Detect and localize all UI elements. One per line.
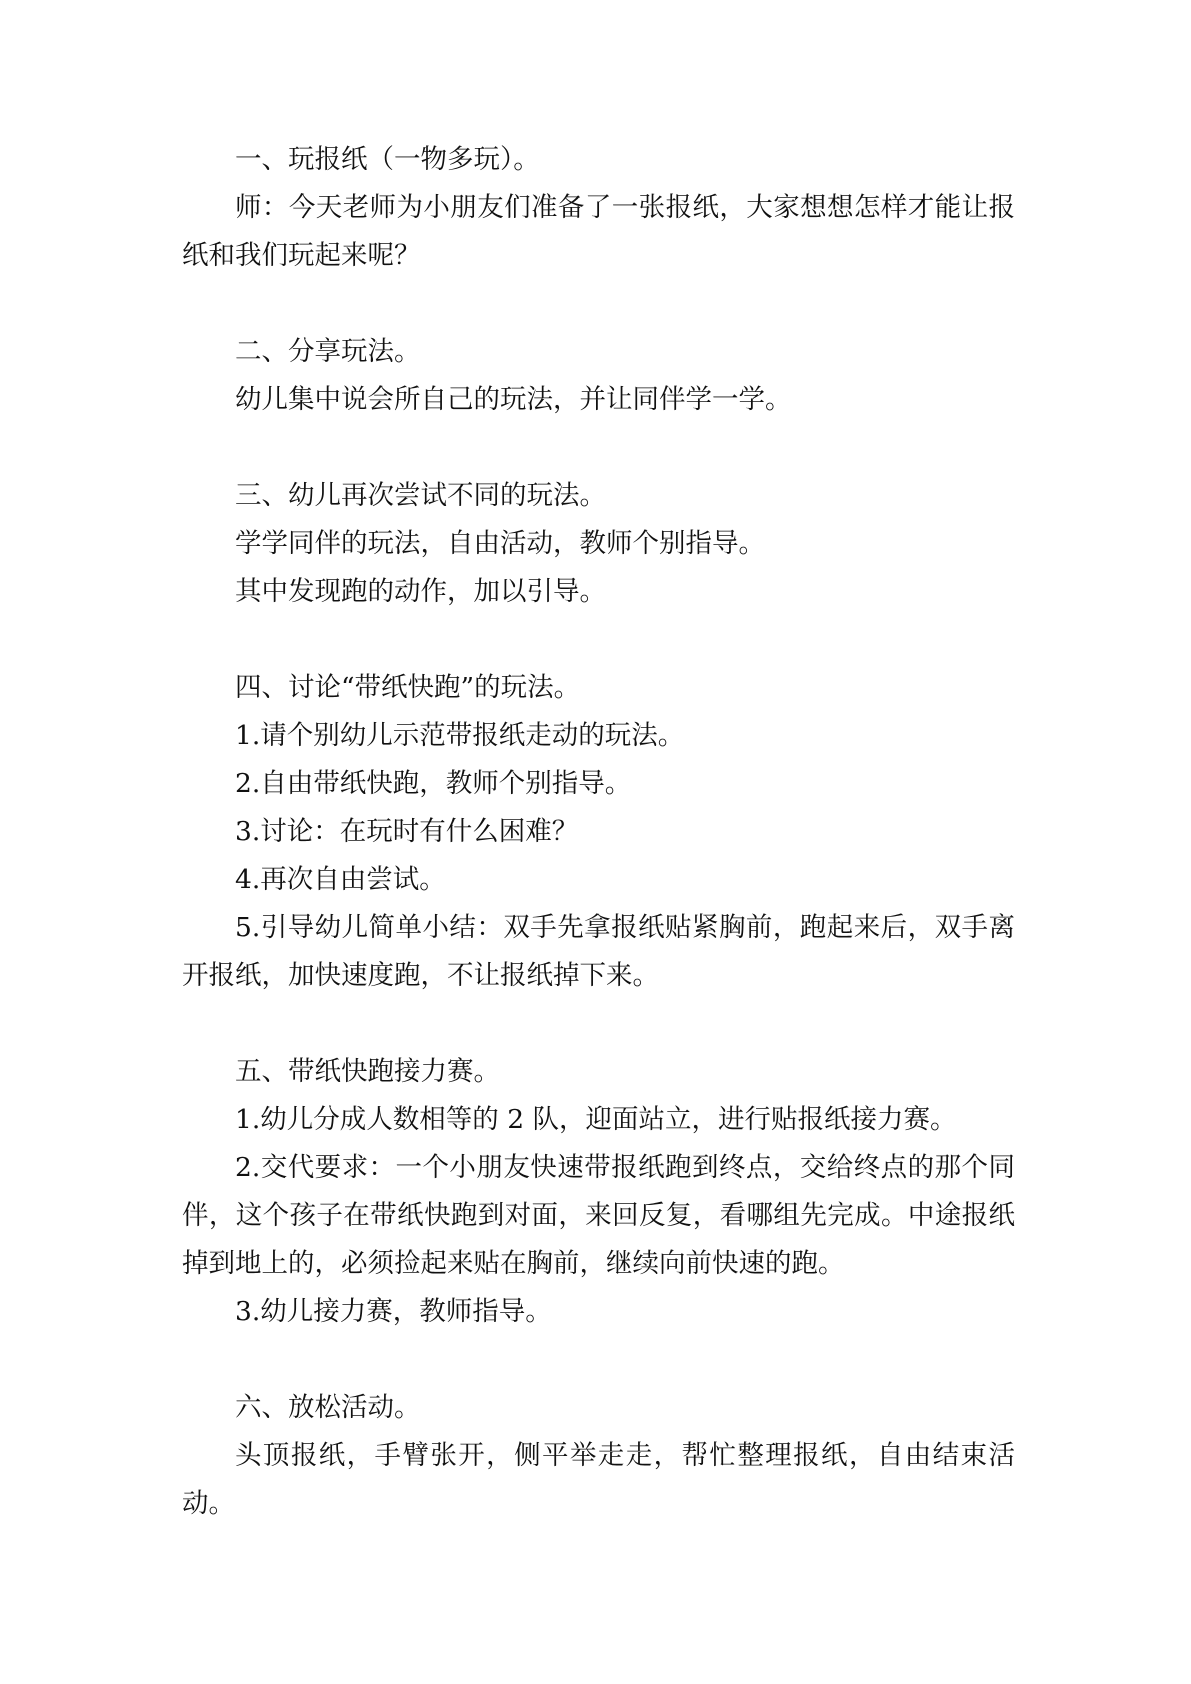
section-3 (182, 472, 1015, 616)
section-5 (182, 1048, 1015, 1336)
section-4 (182, 664, 1015, 1000)
paragraph: 学学同伴的玩法，自由活动，教师个别指导。 (235, 528, 765, 559)
section-heading: 四、讨论“带纸快跑”的玩法。 (235, 672, 581, 703)
list-item: 1.幼儿分成人数相等的 2 队，迎面站立，进行贴报纸接力赛。 (235, 1104, 957, 1135)
paragraph: 师：今天老师为小朋友们准备了一张报纸，大家想想怎样才能让报纸和我们玩起来呢？ (182, 192, 1015, 271)
section-heading: 三、幼儿再次尝试不同的玩法。 (235, 480, 606, 511)
paragraph: 头顶报纸，手臂张开，侧平举走走，帮忙整理报纸，自由结束活动。 (182, 1440, 1015, 1519)
paragraph: 幼儿集中说会所自己的玩法，并让同伴学一学。 (235, 384, 792, 415)
document-body (182, 136, 1015, 1528)
section-heading: 一、玩报纸（一物多玩）。 (235, 144, 540, 175)
list-item: 3.幼儿接力赛，教师指导。 (235, 1296, 552, 1327)
list-item: 5.引导幼儿简单小结：双手先拿报纸贴紧胸前，跑起来后，双手离开报纸，加快速度跑，不让报纸掉下来。 (182, 912, 1015, 991)
section-heading: 二、分享玩法。 (235, 336, 421, 367)
list-item: 4.再次自由尝试。 (235, 864, 446, 895)
section-1 (182, 136, 1015, 280)
paragraph: 其中发现跑的动作，加以引导。 (235, 576, 606, 607)
section-heading: 五、带纸快跑接力赛。 (235, 1056, 500, 1087)
list-item: 2.自由带纸快跑，教师个别指导。 (235, 768, 632, 799)
list-item: 3.讨论：在玩时有什么困难？ (235, 816, 579, 847)
section-heading: 六、放松活动。 (235, 1392, 421, 1423)
section-6 (182, 1384, 1015, 1528)
list-item: 2.交代要求：一个小朋友快速带报纸跑到终点，交给终点的那个同伴，这个孩子在带纸快跑到对面，来回反复，看哪组先完成。中途报纸掉到地上的，必须捡起来贴在胸前，继续向前快速的跑。 (182, 1152, 1015, 1279)
list-item: 1.请个别幼儿示范带报纸走动的玩法。 (235, 720, 685, 751)
section-2 (182, 328, 1015, 424)
